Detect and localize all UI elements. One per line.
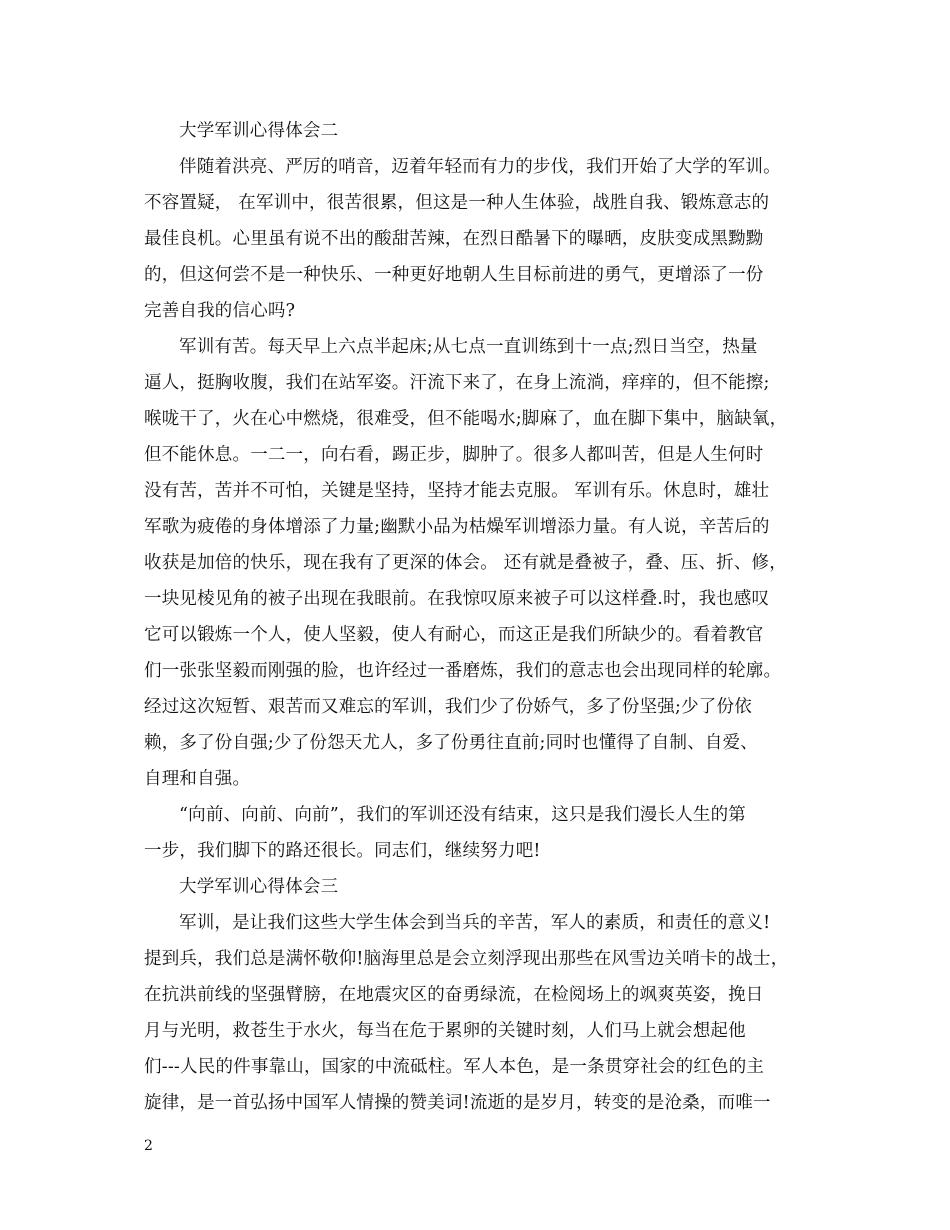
text-line: 逼人，挺胸收腹，我们在站军姿。汗流下来了，在身上流淌，痒痒的，但不能擦; bbox=[144, 373, 770, 393]
section-heading-3: 大学军训心得体会三 bbox=[179, 877, 339, 897]
text-line: 的，但这何尝不是一种快乐、一种更好地朝人生目标前进的勇气，更增添了一份 bbox=[144, 265, 764, 285]
text-line: 一块见棱见角的被子出现在我眼前。在我惊叹原来被子可以这样叠.时，我也感叹 bbox=[144, 589, 770, 609]
text-line: 军歌为疲倦的身体增添了力量;幽默小品为枯燥军训增添力量。有人说，辛苦后的 bbox=[144, 517, 770, 537]
text-line: 月与光明，救苍生于水火，每当在危于累卵的关键时刻，人们马上就会想起他 bbox=[144, 1021, 746, 1041]
text-line: 收获是加倍的快乐，现在我有了更深的体会。 还有就是叠被子，叠、压、折、修， bbox=[144, 553, 787, 573]
text-line: 喉咙干了，火在心中燃烧，很难受，但不能喝水;脚麻了，血在脚下集中，脑缺氧， bbox=[144, 409, 788, 429]
text-line: 赖，多了份自强;少了份怨天尤人，多了份勇往直前;同时也懂得了自制、自爱、 bbox=[144, 733, 758, 753]
section-heading-2: 大学军训心得体会二 bbox=[179, 121, 339, 141]
text-line: 最佳良机。心里虽有说不出的酸甜苦辣，在烈日酷暑下的曝晒，皮肤变成黑黝黝 bbox=[144, 229, 764, 249]
text-line: 提到兵，我们总是满怀敬仰!脑海里总是会立刻浮现出那些在风雪边关哨卡的战士， bbox=[144, 949, 789, 969]
text-line: 没有苦，苦并不可怕，关键是坚持，坚持才能去克服。 军训有乐。休息时，雄壮 bbox=[144, 481, 770, 501]
text-line: 们---人民的件事靠山，国家的中流砥柱。军人本色，是一条贯穿社会的红色的主 bbox=[144, 1057, 765, 1077]
page-number: 2 bbox=[144, 1138, 153, 1154]
text-line: 但不能休息。一二一，向右看，踢正步，脚肿了。很多人都叫苦，但是人生何时 bbox=[144, 445, 764, 465]
text-line: 它可以锻炼一个人，使人坚毅，使人有耐心，而这正是我们所缺少的。看着教官 bbox=[144, 625, 764, 645]
text-line: 经过这次短暂、艰苦而又难忘的军训，我们少了份娇气，多了份坚强;少了份依 bbox=[144, 697, 752, 717]
text-line: 军训有苦。每天早上六点半起床;从七点一直训练到十一点;烈日当空，热量 bbox=[179, 337, 758, 357]
text-line: 一步，我们脚下的路还很长。同志们，继续努力吧! bbox=[144, 841, 541, 861]
text-line: 完善自我的信心吗? bbox=[144, 301, 296, 321]
text-line: “向前、向前、向前”，我们的军训还没有结束，这只是我们漫长人生的第 bbox=[179, 805, 746, 825]
text-line: 军训，是让我们这些大学生体会到当兵的辛苦，军人的素质，和责任的意义! bbox=[179, 913, 771, 933]
text-line: 自理和自强。 bbox=[144, 769, 251, 789]
text-line: 旋律，是一首弘扬中国军人情操的赞美词!流逝的是岁月，转变的是沧桑，而唯一 bbox=[144, 1093, 771, 1113]
text-line: 不容置疑， 在军训中，很苦很累，但这是一种人生体验，战胜自我、锻炼意志的 bbox=[144, 193, 770, 213]
text-line: 们一张张坚毅而刚强的脸，也许经过一番磨炼，我们的意志也会出现同样的轮廓。 bbox=[144, 661, 782, 681]
text-line: 在抗洪前线的坚强臂膀，在地震灾区的奋勇绿流，在检阅场上的飒爽英姿，挽日 bbox=[144, 985, 764, 1005]
text-line: 伴随着洪亮、严厉的哨音，迈着年轻而有力的步伐，我们开始了大学的军训。 bbox=[179, 157, 781, 177]
